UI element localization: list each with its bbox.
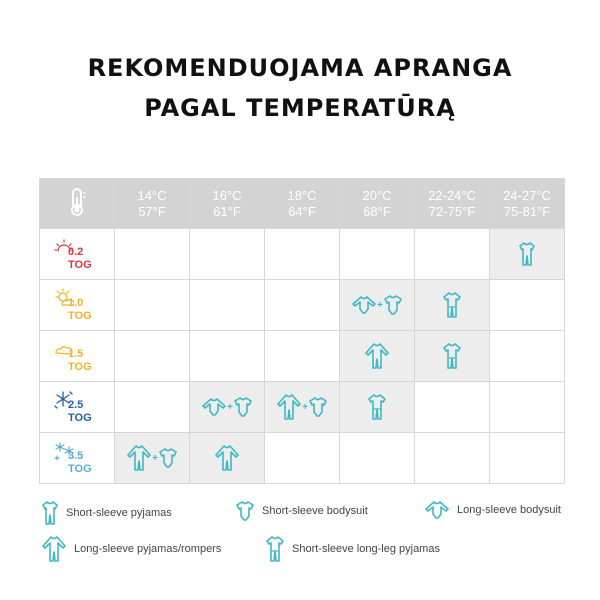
- thermometer-header: [40, 179, 115, 229]
- legend-short-sleeve-pyjamas: [42, 500, 172, 526]
- legend-short-sleeve-long-leg-pyjamas: [266, 535, 440, 563]
- tog-cell: [40, 229, 115, 280]
- tog-row: [40, 229, 565, 280]
- outfit-cell: [340, 280, 415, 331]
- legend-icon: [266, 535, 284, 563]
- long-sleeve-bodysuit-icon: [202, 397, 226, 417]
- legend-short-sleeve-bodysuit: [236, 500, 368, 522]
- outfit-cell: [490, 280, 565, 331]
- tog-row: [40, 331, 565, 382]
- tog-cell: [40, 331, 115, 382]
- short-sleeve-bodysuit-icon: [236, 500, 254, 522]
- outfit-cell: [415, 280, 490, 331]
- legend-label: Short-sleeve pyjamas: [66, 507, 172, 519]
- tog-value: 3.5: [68, 450, 84, 462]
- temp-col-2: 18°C 64°F: [265, 179, 340, 229]
- legend-icon: [425, 500, 449, 520]
- tog-unit: TOG: [68, 412, 92, 424]
- outfit-cell: [265, 331, 340, 382]
- outfit-cell: [190, 280, 265, 331]
- short-sleeve-bodysuit-icon: [159, 447, 177, 469]
- tog-row: [40, 280, 565, 331]
- legend-label: Long-sleeve bodysuit: [457, 504, 561, 516]
- tog-temperature-table: [39, 178, 565, 484]
- outfit-cell: [115, 433, 190, 484]
- outfit-cell: [265, 433, 340, 484]
- outfit-cell: [490, 229, 565, 280]
- tog-value: 1.0: [68, 297, 84, 309]
- long-sleeve-pyjamas-icon: [277, 393, 301, 421]
- tog-unit: TOG: [68, 361, 92, 373]
- outfit-cell: [190, 382, 265, 433]
- tog-unit: TOG: [68, 463, 92, 475]
- outfit-cell: [265, 280, 340, 331]
- title-line-2: PAGAL TEMPERATŪRĄ: [144, 94, 456, 122]
- short-sleeve-pyjamas-icon: [42, 500, 58, 526]
- outfit-cell: [265, 229, 340, 280]
- long-sleeve-pyjamas-icon: [42, 535, 66, 563]
- tog-cell: [40, 280, 115, 331]
- short-sleeve-pyjamas-icon: [519, 241, 535, 267]
- legend-label: Long-sleeve pyjamas/rompers: [74, 543, 222, 555]
- long-sleeve-pyjamas-icon: [365, 342, 389, 370]
- legend-label: Short-sleeve long-leg pyjamas: [292, 543, 440, 555]
- tog-unit: TOG: [68, 259, 92, 271]
- legend-long-sleeve-pyjamas: [42, 535, 221, 563]
- tog-value: 2.5: [68, 399, 84, 411]
- thermometer-icon: [65, 187, 89, 217]
- outfit-cell: [190, 331, 265, 382]
- long-sleeve-pyjamas-icon: [127, 444, 151, 472]
- legend-icon: [42, 500, 58, 526]
- short-sleeve-bodysuit-icon: [384, 294, 402, 316]
- outfit-cell: [340, 229, 415, 280]
- short-sleeve-bodysuit-icon: [309, 396, 327, 418]
- long-sleeve-bodysuit-icon: [425, 500, 449, 520]
- short-sleeve-long-leg-pyjamas-icon: [266, 535, 284, 563]
- plus-sign: +: [227, 401, 233, 413]
- short-sleeve-long-leg-pyjamas-icon: [443, 291, 461, 319]
- short-sleeve-bodysuit-icon: [234, 396, 252, 418]
- temp-col-0: 14°C 57°F: [115, 179, 190, 229]
- plus-sign: +: [152, 452, 158, 464]
- outfit-cell: [265, 382, 340, 433]
- outfit-cell: [490, 382, 565, 433]
- tog-value: 0.2: [68, 246, 84, 258]
- short-sleeve-long-leg-pyjamas-icon: [368, 393, 386, 421]
- tog-row: [40, 382, 565, 433]
- outfit-cell: [115, 382, 190, 433]
- outfit-cell: [340, 433, 415, 484]
- legend-icon: [42, 535, 66, 563]
- outfit-cell: [190, 433, 265, 484]
- outfit-cell: [340, 382, 415, 433]
- tog-cell: [40, 382, 115, 433]
- tog-value: 1.5: [68, 348, 84, 360]
- outfit-cell: [490, 331, 565, 382]
- temp-col-5: 24-27°C 75-81°F: [490, 179, 565, 229]
- temp-col-3: 20°C 68°F: [340, 179, 415, 229]
- outfit-cell: [190, 229, 265, 280]
- outfit-cell: [415, 433, 490, 484]
- tog-cell: [40, 433, 115, 484]
- header-row: [40, 179, 565, 229]
- plus-sign: +: [302, 401, 308, 413]
- outfit-cell: [115, 229, 190, 280]
- temp-col-4: 22-24°C 72-75°F: [415, 179, 490, 229]
- outfit-cell: [415, 229, 490, 280]
- legend-long-sleeve-bodysuit: [425, 500, 561, 520]
- legend-icon: [236, 500, 254, 522]
- tog-row: [40, 433, 565, 484]
- plus-sign: +: [377, 299, 383, 311]
- long-sleeve-bodysuit-icon: [352, 295, 376, 315]
- tog-unit: TOG: [68, 310, 92, 322]
- outfit-cell: [415, 382, 490, 433]
- long-sleeve-pyjamas-icon: [215, 444, 239, 472]
- outfit-cell: [490, 433, 565, 484]
- outfit-cell: [340, 331, 415, 382]
- title-line-1: REKOMENDUOJAMA APRANGA: [87, 54, 513, 82]
- outfit-cell: [115, 331, 190, 382]
- page-title: [0, 48, 600, 128]
- outfit-cell: [115, 280, 190, 331]
- outfit-cell: [415, 331, 490, 382]
- short-sleeve-long-leg-pyjamas-icon: [443, 342, 461, 370]
- temp-col-1: 16°C 61°F: [190, 179, 265, 229]
- legend-label: Short-sleeve bodysuit: [262, 505, 368, 517]
